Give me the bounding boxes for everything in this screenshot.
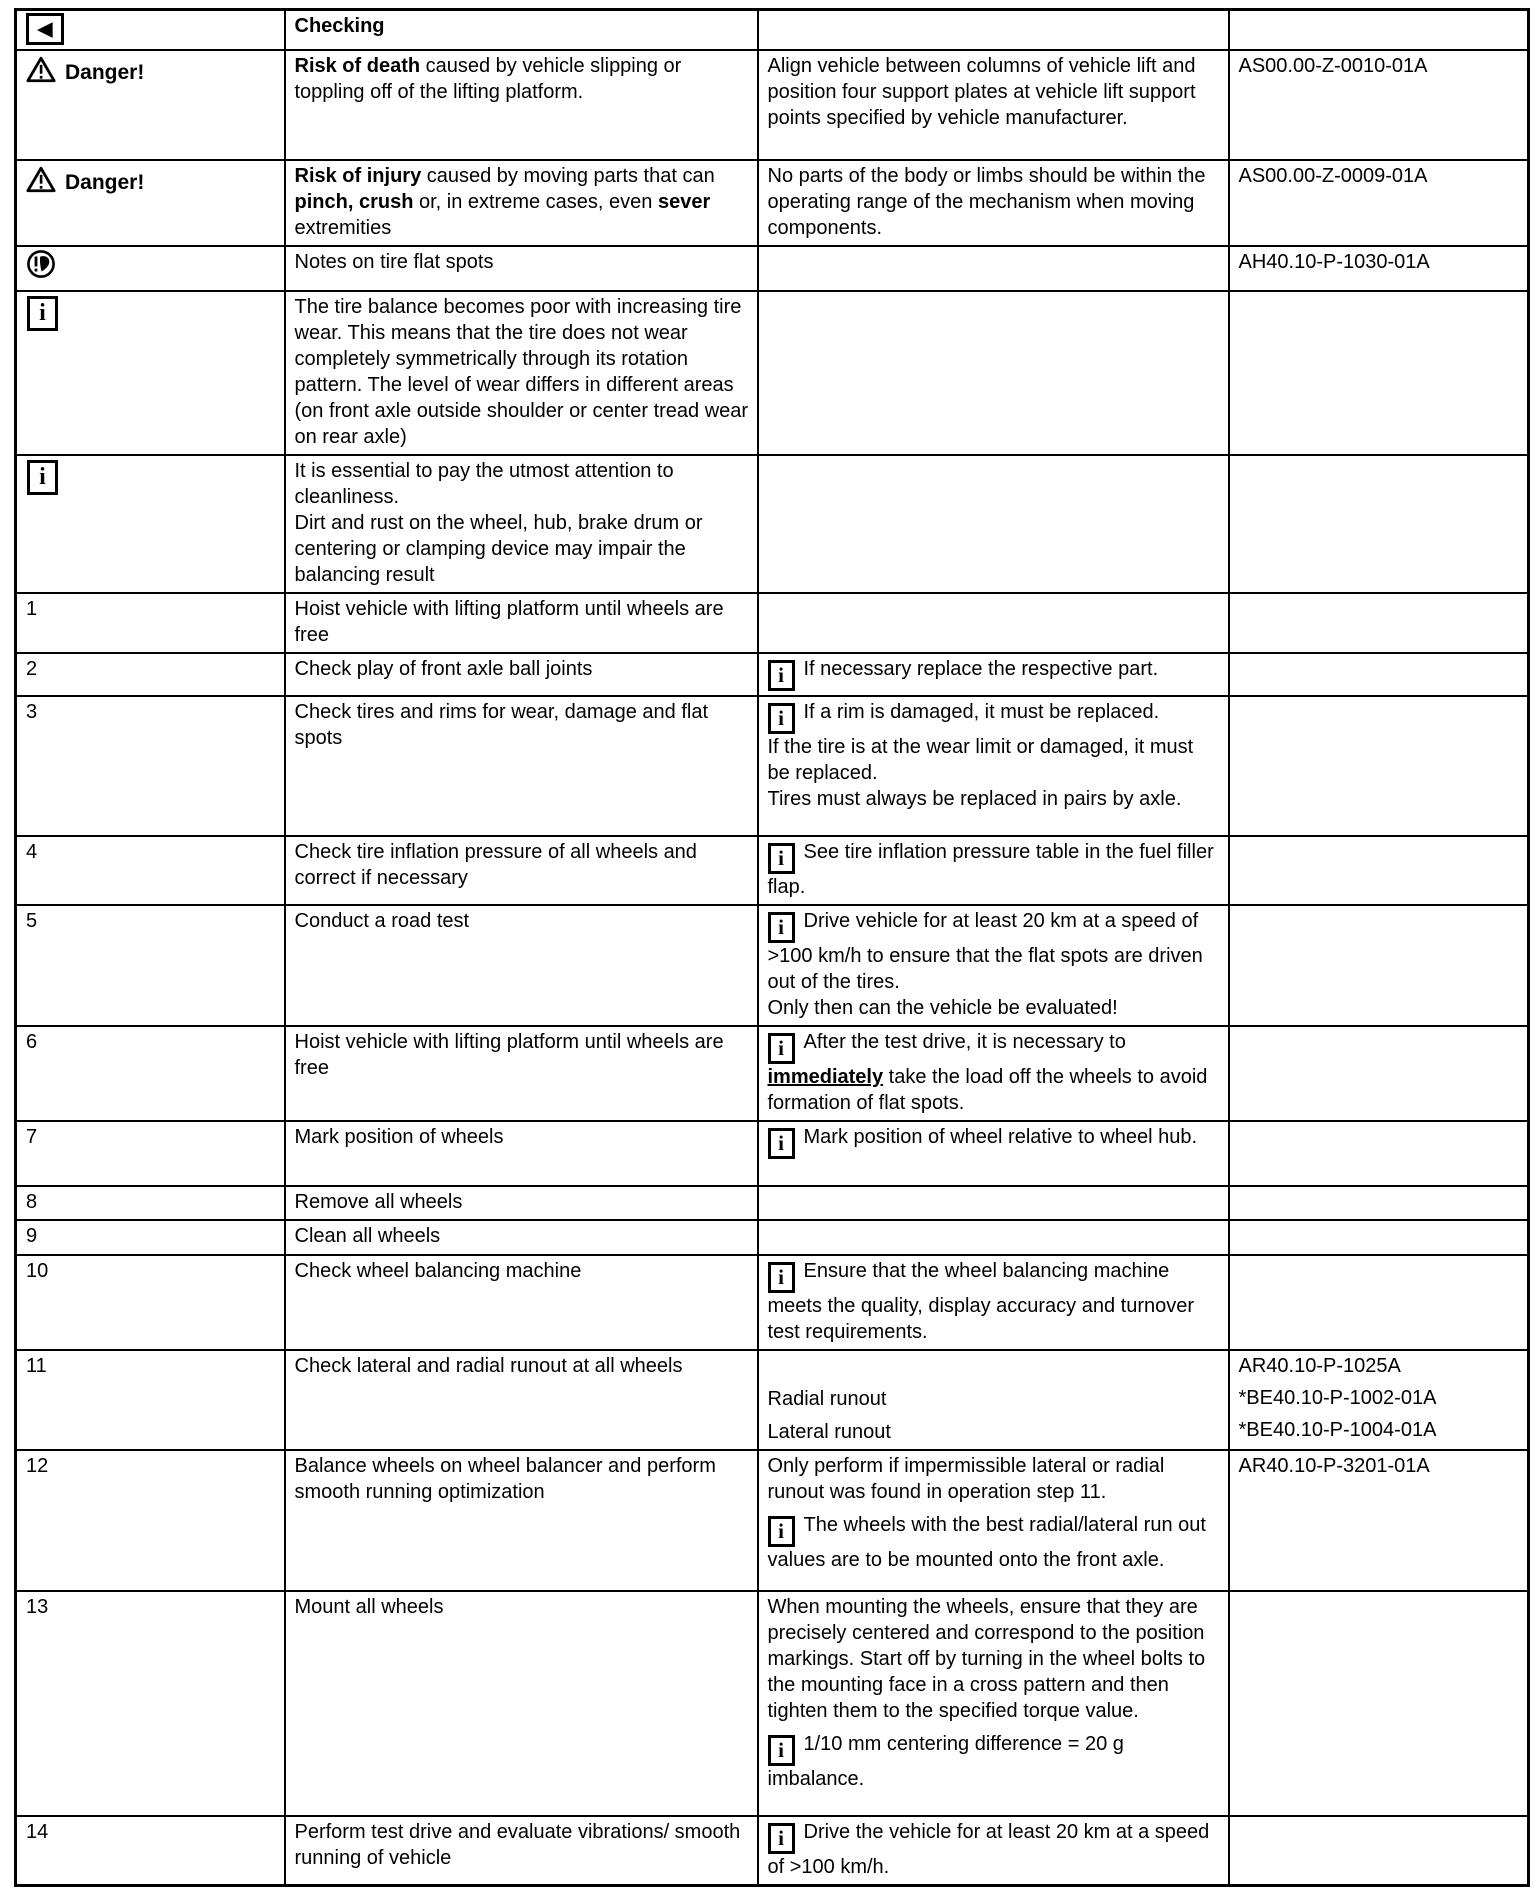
checking-cell [285, 1186, 758, 1220]
notes-cell [758, 1026, 1229, 1121]
step-number: 7 [26, 1126, 38, 1148]
text: Remove all wheels [294, 1191, 463, 1213]
text: Align vehicle between columns of vehicle lift and position four support plates at vehicle lift support points specified by vehicle manufacturer. [767, 55, 1196, 129]
text: Radial runout [767, 1388, 887, 1410]
paragraph [768, 163, 1220, 241]
info-icon: i [27, 460, 58, 495]
paragraph [768, 1731, 1220, 1792]
paragraph [295, 656, 749, 682]
step-cell [16, 1026, 285, 1121]
reference-cell [1229, 653, 1529, 696]
table-row [16, 291, 1529, 455]
info-icon: i [768, 1735, 795, 1766]
danger-indicator [26, 53, 276, 90]
info-indicator [26, 294, 276, 331]
text: Hoist vehicle with lifting platform until wheels are free [294, 598, 724, 646]
notes-cell [758, 905, 1229, 1026]
text: Drive vehicle for at least 20 km at a speed of >100 km/h to ensure that the flat spots are driven out of the tires. [767, 910, 1203, 993]
info-icon: i [768, 1516, 795, 1547]
checking-cell [285, 593, 758, 653]
paragraph [768, 1512, 1220, 1573]
paragraph [295, 908, 749, 934]
notes-cell [758, 1816, 1229, 1886]
step-cell [16, 1186, 285, 1220]
checking-cell [285, 455, 758, 593]
reference-cell [1229, 1816, 1529, 1886]
text: Drive the vehicle for at least 20 km at a speed of >100 km/h. [767, 1821, 1210, 1878]
notes-cell [758, 50, 1229, 160]
notes-cell [758, 1186, 1229, 1220]
reference-code: AR40.10-P-1025A [1238, 1355, 1401, 1377]
notes-cell [758, 1591, 1229, 1816]
table-row [16, 160, 1529, 246]
step-number: 5 [26, 910, 38, 932]
reference-cell [1229, 455, 1529, 593]
text: Clean all wheels [294, 1225, 441, 1247]
info-icon: i [768, 912, 795, 943]
text: 1/10 mm centering difference = 20 g imbalance. [767, 1733, 1124, 1790]
reference-cell [1229, 246, 1529, 291]
checking-cell [285, 1255, 758, 1350]
header-reference-cell [1229, 10, 1529, 51]
text: No parts of the body or limbs should be within the operating range of the mechanism when moving components. [767, 165, 1206, 239]
emphasized-text: immediately [767, 1066, 884, 1088]
reference-cell [1229, 1220, 1529, 1255]
paragraph [768, 1029, 1220, 1116]
text: take the load off the wheels to avoid formation of flat spots. [767, 1066, 1208, 1114]
text: The tire balance becomes poor with increasing tire wear. This means that the tire does not wear completely symmetrically through its rotation pattern. The level of wear differs in different areas (on front axle outside shoulder or center tread wear on rear axle) [294, 296, 749, 448]
left-triangle-icon: ◀ [37, 18, 53, 40]
step-number: 8 [26, 1191, 38, 1213]
danger-label: Danger! [65, 61, 145, 84]
text: caused by moving parts that can [421, 165, 715, 187]
info-icon: i [768, 843, 795, 874]
info-icon: i [768, 660, 795, 691]
step-cell [16, 1255, 285, 1350]
text: Mark position of wheels [294, 1126, 504, 1148]
step-number: 9 [26, 1225, 38, 1247]
step-number: 12 [26, 1455, 49, 1477]
paragraph [768, 656, 1220, 691]
text: Check wheel balancing machine [294, 1260, 582, 1282]
checking-cell [285, 1121, 758, 1186]
text: The wheels with the best radial/lateral run out values are to be mounted onto the front axle. [767, 1514, 1206, 1571]
checking-cell [285, 160, 758, 246]
notes-cell [758, 836, 1229, 905]
table-row [16, 455, 1529, 593]
table-row [16, 246, 1529, 291]
notes-cell [758, 593, 1229, 653]
note-hand-icon [26, 249, 56, 286]
notes-cell [758, 160, 1229, 246]
warning-triangle-icon [26, 166, 56, 200]
text: Dirt and rust on the wheel, hub, brake drum or centering or clamping device may impair the balancing result [294, 512, 703, 586]
step-cell [16, 246, 285, 291]
reference-code: AH40.10-P-1030-01A [1238, 251, 1430, 273]
checking-procedure-table [14, 8, 1530, 1887]
checking-cell [285, 1591, 758, 1816]
reference-cell [1229, 50, 1529, 160]
checking-cell [285, 1450, 758, 1591]
text: After the test drive, it is necessary to [803, 1031, 1126, 1053]
paragraph [295, 1594, 749, 1620]
reference-code: *BE40.10-P-1002-01A [1238, 1387, 1437, 1409]
header-marker-cell [16, 10, 285, 51]
text: Mount all wheels [294, 1596, 444, 1618]
step-cell [16, 455, 285, 593]
info-icon: i [27, 296, 58, 331]
header-checking-cell [285, 10, 758, 51]
checking-cell [285, 1816, 758, 1886]
paragraph [295, 839, 749, 891]
notes-cell [758, 1255, 1229, 1350]
text: Check play of front axle ball joints [294, 658, 593, 680]
warning-triangle-icon [26, 166, 56, 193]
text: Notes on tire flat spots [294, 251, 494, 273]
notes-cell [758, 1450, 1229, 1591]
notes-cell [758, 246, 1229, 291]
info-icon: i [768, 1262, 795, 1293]
checking-cell [285, 905, 758, 1026]
text: It is essential to pay the utmost attention to cleanliness. [294, 460, 674, 508]
text: Only perform if impermissible lateral or radial runout was found in operation step 11. [767, 1455, 1165, 1503]
text: Lateral runout [767, 1421, 891, 1443]
table-row [16, 1121, 1529, 1186]
reference-cell [1229, 1255, 1529, 1350]
step-number: 6 [26, 1031, 38, 1053]
step-cell [16, 50, 285, 160]
checking-cell [285, 1220, 758, 1255]
paragraph [768, 53, 1220, 131]
step-number: 3 [26, 701, 38, 723]
table-row [16, 1220, 1529, 1255]
checking-cell [285, 246, 758, 291]
reference-code: AS00.00-Z-0009-01A [1238, 165, 1428, 187]
emphasized-text: sever [657, 191, 711, 213]
reference-cell [1229, 593, 1529, 653]
notes-cell [758, 653, 1229, 696]
text: Ensure that the wheel balancing machine meets the quality, display accuracy and turnover test requirements. [767, 1260, 1195, 1343]
checking-cell [285, 836, 758, 905]
paragraph [295, 510, 749, 588]
table-row [16, 1350, 1529, 1450]
info-icon: i [768, 703, 795, 734]
paragraph [768, 1453, 1220, 1505]
paragraph [768, 1258, 1220, 1345]
reference-cell [1229, 1350, 1529, 1450]
table-row [16, 1255, 1529, 1350]
info-indicator [26, 458, 276, 495]
text: Only then can the vehicle be evaluated! [767, 997, 1118, 1019]
paragraph [295, 1819, 749, 1871]
paragraph [768, 699, 1220, 734]
emphasized-text: pinch, crush [294, 191, 414, 213]
header-notes-cell [758, 10, 1229, 51]
text: Check tires and rims for wear, damage and flat spots [294, 701, 709, 749]
table-row [16, 1026, 1529, 1121]
step-cell [16, 905, 285, 1026]
paragraph [295, 596, 749, 648]
text [768, 1355, 774, 1377]
table-row [16, 905, 1529, 1026]
warning-triangle-icon [26, 56, 56, 90]
reference-cell [1229, 1591, 1529, 1816]
text: Check tire inflation pressure of all wheels and correct if necessary [294, 841, 697, 889]
paragraph [295, 53, 749, 105]
paragraph [295, 458, 749, 510]
paragraph [768, 786, 1220, 812]
table-row [16, 1450, 1529, 1591]
reference-cell [1229, 1121, 1529, 1186]
notes-cell [758, 696, 1229, 836]
checking-cell [285, 653, 758, 696]
step-cell [16, 291, 285, 455]
reference-cell [1229, 905, 1529, 1026]
paragraph [768, 1386, 1220, 1412]
reference-code: AS00.00-Z-0010-01A [1238, 55, 1428, 77]
paragraph [768, 908, 1220, 995]
text: Check lateral and radial runout at all wheels [294, 1355, 683, 1377]
notes-cell [758, 291, 1229, 455]
paragraph [768, 734, 1220, 786]
text: Perform test drive and evaluate vibrations/ smooth running of vehicle [294, 1821, 741, 1869]
reference-cell [1229, 160, 1529, 246]
paragraph [768, 995, 1220, 1021]
danger-label: Danger! [65, 171, 145, 194]
step-number: 1 [26, 598, 38, 620]
step-number: 2 [26, 658, 38, 680]
table-row [16, 1186, 1529, 1220]
text: extremities [294, 217, 392, 239]
paragraph [295, 699, 749, 751]
table-row [16, 593, 1529, 653]
step-cell [16, 1591, 285, 1816]
text: Mark position of wheel relative to wheel hub. [803, 1126, 1198, 1148]
table-row [16, 836, 1529, 905]
checking-cell [285, 291, 758, 455]
reference-code: *BE40.10-P-1004-01A [1238, 1419, 1437, 1441]
paragraph [295, 294, 749, 450]
danger-indicator [26, 163, 276, 200]
checking-cell [285, 696, 758, 836]
paragraph [295, 1124, 749, 1150]
emphasized-text: Risk of death [294, 55, 421, 77]
reference-cell [1229, 836, 1529, 905]
paragraph [295, 1353, 749, 1379]
paragraph [295, 249, 749, 275]
checking-cell [285, 1026, 758, 1121]
notes-cell [758, 1121, 1229, 1186]
step-number: 11 [26, 1355, 47, 1377]
text: If the tire is at the wear limit or damaged, it must be replaced. [767, 736, 1194, 784]
step-number: 13 [26, 1596, 49, 1618]
paragraph [768, 1594, 1220, 1724]
paragraph [768, 1353, 1220, 1379]
info-icon: i [768, 1128, 795, 1159]
paragraph [295, 1029, 749, 1081]
paragraph [295, 1258, 749, 1284]
step-number: 14 [26, 1821, 49, 1843]
paragraph [768, 839, 1220, 900]
paragraph [295, 1189, 749, 1215]
document-marker-icon [26, 13, 64, 45]
reference-cell [1229, 1186, 1529, 1220]
text: caused by vehicle slipping or toppling off of the lifting platform. [294, 55, 682, 103]
reference-cell [1229, 291, 1529, 455]
paragraph [295, 1223, 749, 1249]
notes-cell [758, 455, 1229, 593]
text: Balance wheels on wheel balancer and perform smooth running optimization [294, 1455, 716, 1503]
step-cell [16, 696, 285, 836]
table-body [16, 50, 1529, 1886]
paragraph [295, 1453, 749, 1505]
step-cell [16, 1350, 285, 1450]
step-cell [16, 653, 285, 696]
text: Hoist vehicle with lifting platform until wheels are free [294, 1031, 724, 1079]
warning-triangle-icon [26, 56, 56, 83]
table-row [16, 1591, 1529, 1816]
text: If a rim is damaged, it must be replaced. [803, 701, 1160, 723]
info-icon: i [768, 1033, 795, 1064]
step-cell [16, 836, 285, 905]
step-cell [16, 1450, 285, 1591]
text: When mounting the wheels, ensure that they are precisely centered and correspond to the position markings. Start off by turning in the wheel bolts to the mounting face in a cross pattern and then tighten them to the specified torque value. [767, 1596, 1206, 1722]
text: If necessary replace the respective part. [803, 658, 1159, 680]
notes-cell [758, 1350, 1229, 1450]
step-number: 4 [26, 841, 38, 863]
notes-cell [758, 1220, 1229, 1255]
checking-cell [285, 50, 758, 160]
table-header-row [16, 10, 1529, 51]
reference-cell [1229, 1450, 1529, 1591]
step-cell [16, 160, 285, 246]
emphasized-text: Risk of injury [294, 165, 422, 187]
note-hand-icon [26, 249, 56, 279]
paragraph [768, 1419, 1220, 1445]
info-icon: i [768, 1823, 795, 1854]
table-row [16, 653, 1529, 696]
text: See tire inflation pressure table in the fuel filler flap. [767, 841, 1214, 898]
reference-cell [1229, 696, 1529, 836]
text: Conduct a road test [294, 910, 470, 932]
step-cell [16, 593, 285, 653]
table-row [16, 50, 1529, 160]
header-checking-label: Checking [294, 15, 385, 37]
table-row [16, 1816, 1529, 1886]
text: or, in extreme cases, even [413, 191, 658, 213]
paragraph [768, 1819, 1220, 1880]
step-cell [16, 1121, 285, 1186]
step-number: 10 [26, 1260, 49, 1282]
reference-cell [1229, 1026, 1529, 1121]
reference-code: AR40.10-P-3201-01A [1238, 1455, 1430, 1477]
table-row [16, 696, 1529, 836]
text: Tires must always be replaced in pairs by axle. [767, 788, 1182, 810]
step-cell [16, 1816, 285, 1886]
step-cell [16, 1220, 285, 1255]
paragraph [295, 163, 749, 241]
paragraph [768, 1124, 1220, 1159]
checking-cell [285, 1350, 758, 1450]
